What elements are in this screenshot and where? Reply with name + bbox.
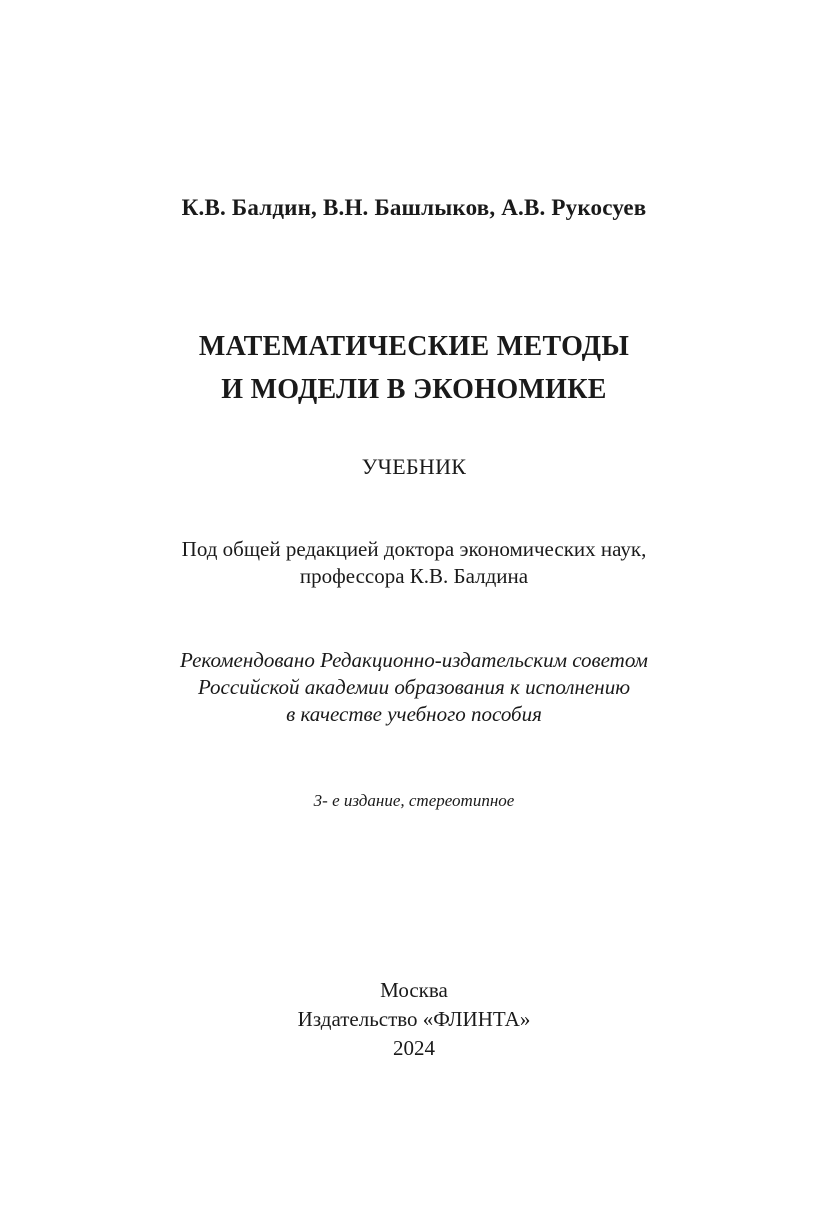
document-type: УЧЕБНИК <box>361 454 467 479</box>
imprint-year: 2024 <box>393 1036 435 1060</box>
imprint-publisher: Издательство «ФЛИНТА» <box>297 1007 531 1031</box>
book-title-line-2: И МОДЕЛИ В ЭКОНОМИКЕ <box>221 374 607 405</box>
recommendation-line-2: Российской академии образования к исполнению <box>197 675 631 699</box>
editor-line-1: Под общей редакцией доктора экономических наук, <box>181 537 647 561</box>
authors: К.В. Балдин, В.Н. Башлыков, А.В. Рукосуев <box>181 195 647 220</box>
recommendation-line-3: в качестве учебного пособия <box>286 702 542 726</box>
book-title-line-1: МАТЕМАТИЧЕСКИЕ МЕТОДЫ <box>198 331 630 362</box>
editor-line-2: профессора К.В. Балдина <box>299 564 529 588</box>
imprint-city: Москва <box>380 978 448 1002</box>
recommendation-line-1: Рекомендовано Редакционно-издательским советом <box>180 648 648 672</box>
edition-note: 3- е издание, стереотипное <box>313 791 515 810</box>
